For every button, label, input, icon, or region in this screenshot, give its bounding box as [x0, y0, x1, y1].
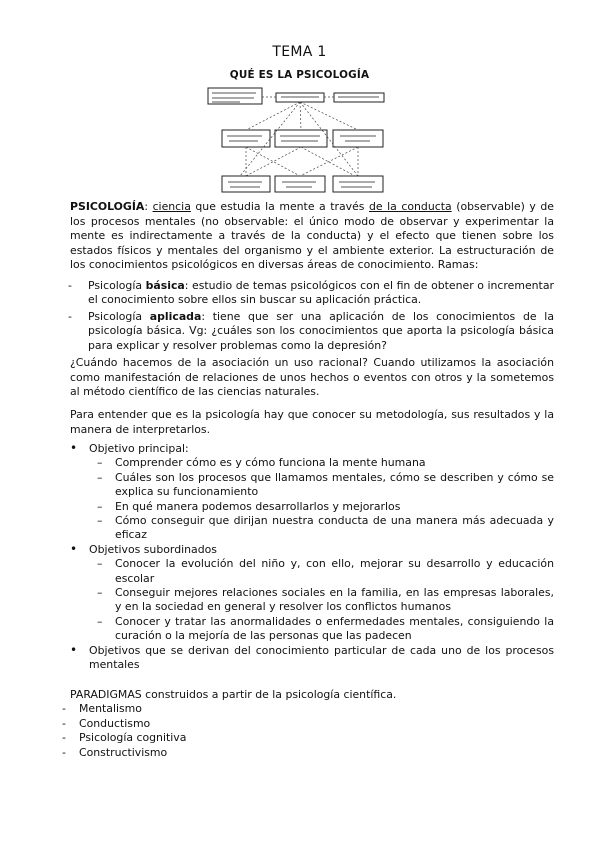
endash-marker: –	[97, 586, 103, 600]
dash-marker: -	[62, 745, 66, 759]
objetivo-principal-label: Objetivo principal:	[89, 442, 189, 455]
colon-text: :	[144, 200, 153, 213]
asociacion-paragraph: ¿Cuándo hacemos de la asociación un uso racional? Cuando utilizamos la asociación como manifestación de relaciones de unos hechos o eventos con otros y la sometemos al método científico de las ciencias naturales.	[70, 356, 554, 399]
entender-paragraph: Para entender que es la psicología hay que conocer su metodología, sus resultados y la manera de interpretarlos.	[70, 408, 554, 436]
endash-marker: –	[97, 499, 103, 513]
objetivos-subordinados	[70, 541, 554, 557]
rama-bold: aplicada	[149, 309, 202, 323]
rama-text: : estudio de temas psicológicos con el fin de obtener o incrementar el conocimiento sobre ellos sin buscar su aplicación práctica.	[88, 279, 554, 307]
paradigma-item	[62, 746, 362, 761]
diagram-label-marks	[212, 93, 379, 187]
ramas-list	[68, 279, 554, 355]
definition-text-1: que estudia la mente a través	[190, 200, 369, 213]
objetivos-subordinados-label: Objetivos subordinados	[89, 542, 217, 556]
bullet-marker: •	[70, 441, 78, 455]
dash-marker: -	[62, 731, 66, 745]
principal-item-text: Cómo conseguir que dirijan nuestra conducta de una manera más adecuada y eficaz	[115, 514, 554, 542]
paradigma-label: Constructivismo	[79, 745, 168, 759]
objetivos-derivados	[70, 642, 554, 673]
principal-item-text: Comprender cómo es y cómo funciona la mente humana	[115, 456, 426, 470]
paradigma-item	[62, 731, 362, 746]
diagram-box-bottom-left	[222, 176, 270, 192]
bullet-marker: •	[70, 642, 78, 657]
subordinado-item-text: Conocer la evolución del niño y, con ello, mejorar su desarrollo y educación escolar	[115, 557, 554, 585]
subordinado-item-text: Conseguir mejores relaciones sociales en la familia, en las empresas laborales, y en la sociedad en general y resolver los conflictos humanos	[115, 586, 554, 614]
paradigmas-list	[62, 702, 362, 760]
rama-bold: básica	[145, 279, 185, 292]
endash-marker: –	[97, 614, 103, 628]
objetivo-principal	[70, 441, 554, 456]
subordinado-item	[69, 615, 554, 644]
page-title: TEMA 1	[272, 44, 327, 60]
paradigma-label: Mentalismo	[79, 702, 142, 715]
principal-item	[69, 471, 554, 500]
paradigma-label: Psicología cognitiva	[79, 731, 187, 745]
dash-marker: -	[68, 279, 72, 292]
rama-prefix: Psicología	[88, 309, 150, 323]
subordinado-item-text: Conocer y tratar las anormalidades o enfermedades mentales, consiguiendo la curación o la mejoría de las personas que las padecen	[115, 614, 554, 643]
diagram-box-mid-center	[275, 130, 327, 147]
paradigma-label: Conductismo	[79, 716, 151, 730]
principal-item-text: Cuáles son los procesos que llamamos mentales, cómo se describen y cómo se explica su funcionamiento	[115, 470, 554, 499]
endash-marker: –	[97, 514, 103, 528]
dash-marker: -	[68, 309, 72, 323]
rama-basica	[68, 279, 554, 308]
principal-item	[69, 514, 554, 543]
subordinado-item	[69, 557, 554, 586]
paradigma-item	[62, 702, 362, 717]
principal-item	[69, 456, 554, 470]
principal-item	[69, 500, 554, 514]
rama-text: : tiene que ser una aplicación de los conocimientos de la psicología básica. Vg: ¿cuáles son los conocimientos que aporta la psicología básica para explicar y resolver problemas como la depresión?	[88, 309, 554, 352]
objetivos-list	[70, 441, 554, 673]
term-psicologia: PSICOLOGÍA	[70, 200, 145, 213]
principal-item-text: En qué manera podemos desarrollarlos y mejorarlos	[115, 499, 401, 513]
diagram-box-bottom-right	[333, 176, 383, 192]
endash-marker: –	[97, 456, 103, 470]
paradigma-item	[62, 717, 362, 732]
rama-prefix: Psicología	[88, 279, 146, 292]
paradigmas-heading: PARADIGMAS construidos a partir de la psicología científica.	[70, 688, 397, 701]
endash-marker: –	[97, 557, 103, 571]
page-subtitle: QUÉ ES LA PSICOLOGÍA	[229, 69, 370, 81]
bullet-marker: •	[70, 541, 78, 556]
objetivos-derivados-text: Objetivos que se derivan del conocimiento particular de cada uno de los procesos mentales	[89, 643, 554, 672]
diagram-box-mid-right	[333, 130, 383, 147]
dash-marker: -	[62, 716, 66, 730]
endash-marker: –	[97, 470, 103, 484]
diagram-box-bottom-center	[275, 176, 325, 192]
dash-marker: -	[62, 702, 66, 715]
term-ciencia: ciencia	[152, 200, 191, 213]
term-conducta: de la conducta	[369, 200, 452, 213]
definition-paragraph	[70, 200, 554, 273]
psychology-diagram	[0, 0, 599, 200]
diagram-box-mid-left	[222, 130, 270, 147]
subordinado-item	[69, 586, 554, 615]
definition-text-2: (observable) y de los procesos mentales (no observable: el único modo de observar y experimentar la mente es indirectamente a través de la conducta) y el efecto que tienen sobre los estados físicos y mentales del organismo y el ambiente exterior. La estructuración de los conocimientos psicológicos en diversas áreas de conocimiento. Ramas:	[70, 200, 554, 272]
rama-aplicada	[68, 309, 554, 353]
